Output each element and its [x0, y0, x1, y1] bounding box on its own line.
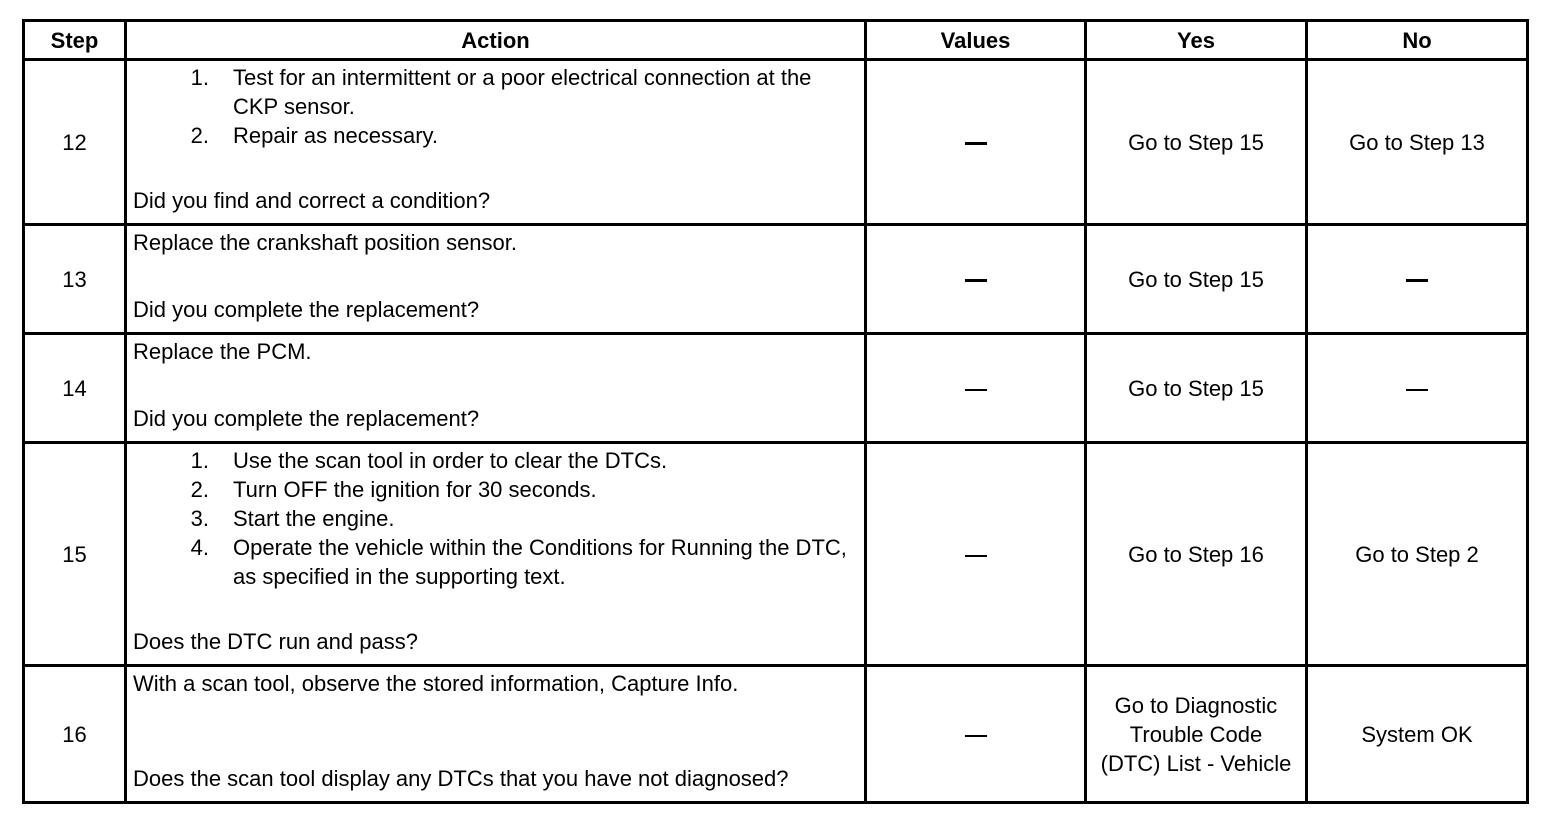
list-text: Repair as necessary. — [233, 123, 439, 148]
list-text: Test for an intermittent or a poor electrical connection at the CKP sensor. — [233, 65, 812, 119]
yes-cell: Go to Step 15 — [1086, 334, 1307, 443]
list-item — [133, 121, 860, 150]
values-dash — [965, 279, 987, 282]
action-cell — [126, 334, 866, 443]
values-cell — [866, 334, 1086, 443]
table-row-step-14 — [24, 334, 1528, 443]
header-step: Step — [24, 21, 126, 60]
yes-cell: Go to Step 15 — [1086, 60, 1307, 225]
values-cell — [866, 666, 1086, 803]
no-cell: Go to Step 2 — [1307, 443, 1528, 666]
header-yes: Yes — [1086, 21, 1307, 60]
action-cell — [126, 666, 866, 803]
action-steps-list — [133, 63, 860, 150]
list-item — [133, 533, 860, 591]
action-cell — [126, 60, 866, 225]
step-number: 14 — [24, 334, 126, 443]
no-cell — [1307, 225, 1528, 334]
values-dash — [965, 555, 987, 557]
list-text: Turn OFF the ignition for 30 seconds. — [233, 477, 597, 502]
list-item — [133, 446, 860, 475]
values-cell — [866, 225, 1086, 334]
list-item — [133, 63, 860, 121]
action-question: Does the scan tool display any DTCs that you have not diagnosed? — [133, 766, 789, 791]
list-number: 3. — [190, 506, 209, 531]
no-cell: Go to Step 13 — [1307, 60, 1528, 225]
yes-cell: Go to Diagnostic Trouble Code (DTC) List - Vehicle — [1086, 666, 1307, 803]
table-row-step-16 — [24, 666, 1528, 803]
action-question: Did you find and correct a condition? — [133, 188, 491, 213]
step-number: 16 — [24, 666, 126, 803]
no-cell — [1307, 334, 1528, 443]
diagnostic-step-table — [22, 19, 1529, 804]
action-steps-list — [133, 446, 860, 591]
table-row-step-15 — [24, 443, 1528, 666]
no-cell: System OK — [1307, 666, 1528, 803]
action-instruction: With a scan tool, observe the stored information, Capture Info. — [133, 671, 739, 696]
action-cell — [126, 225, 866, 334]
list-number: 2. — [190, 123, 209, 148]
no-dash — [1406, 389, 1428, 391]
list-text: Start the engine. — [233, 506, 395, 531]
action-question: Did you complete the replacement? — [133, 297, 480, 322]
action-question: Did you complete the replacement? — [133, 406, 480, 431]
action-instruction: Replace the PCM. — [133, 339, 312, 364]
list-item — [133, 504, 860, 533]
yes-cell: Go to Step 15 — [1086, 225, 1307, 334]
list-item — [133, 475, 860, 504]
no-dash — [1406, 279, 1428, 282]
step-number: 13 — [24, 225, 126, 334]
table-row-step-12 — [24, 60, 1528, 225]
action-instruction: Replace the crankshaft position sensor. — [133, 230, 518, 255]
table-row-step-13 — [24, 225, 1528, 334]
list-text: Operate the vehicle within the Conditions for Running the DTC, as specified in the supporting text. — [233, 535, 847, 589]
action-cell — [126, 443, 866, 666]
header-no: No — [1307, 21, 1528, 60]
header-action: Action — [126, 21, 866, 60]
list-number: 2. — [190, 477, 209, 502]
list-number: 1. — [190, 448, 209, 473]
header-values: Values — [866, 21, 1086, 60]
values-cell — [866, 60, 1086, 225]
values-cell — [866, 443, 1086, 666]
header-row — [24, 21, 1528, 60]
yes-cell: Go to Step 16 — [1086, 443, 1307, 666]
values-dash — [965, 735, 987, 737]
list-number: 1. — [190, 65, 209, 90]
diagnostic-table-container — [22, 19, 1526, 804]
action-question: Does the DTC run and pass? — [133, 629, 418, 654]
list-number: 4. — [190, 535, 209, 560]
values-dash — [965, 142, 987, 145]
step-number: 15 — [24, 443, 126, 666]
list-text: Use the scan tool in order to clear the DTCs. — [233, 448, 668, 473]
step-number: 12 — [24, 60, 126, 225]
values-dash — [965, 389, 987, 391]
